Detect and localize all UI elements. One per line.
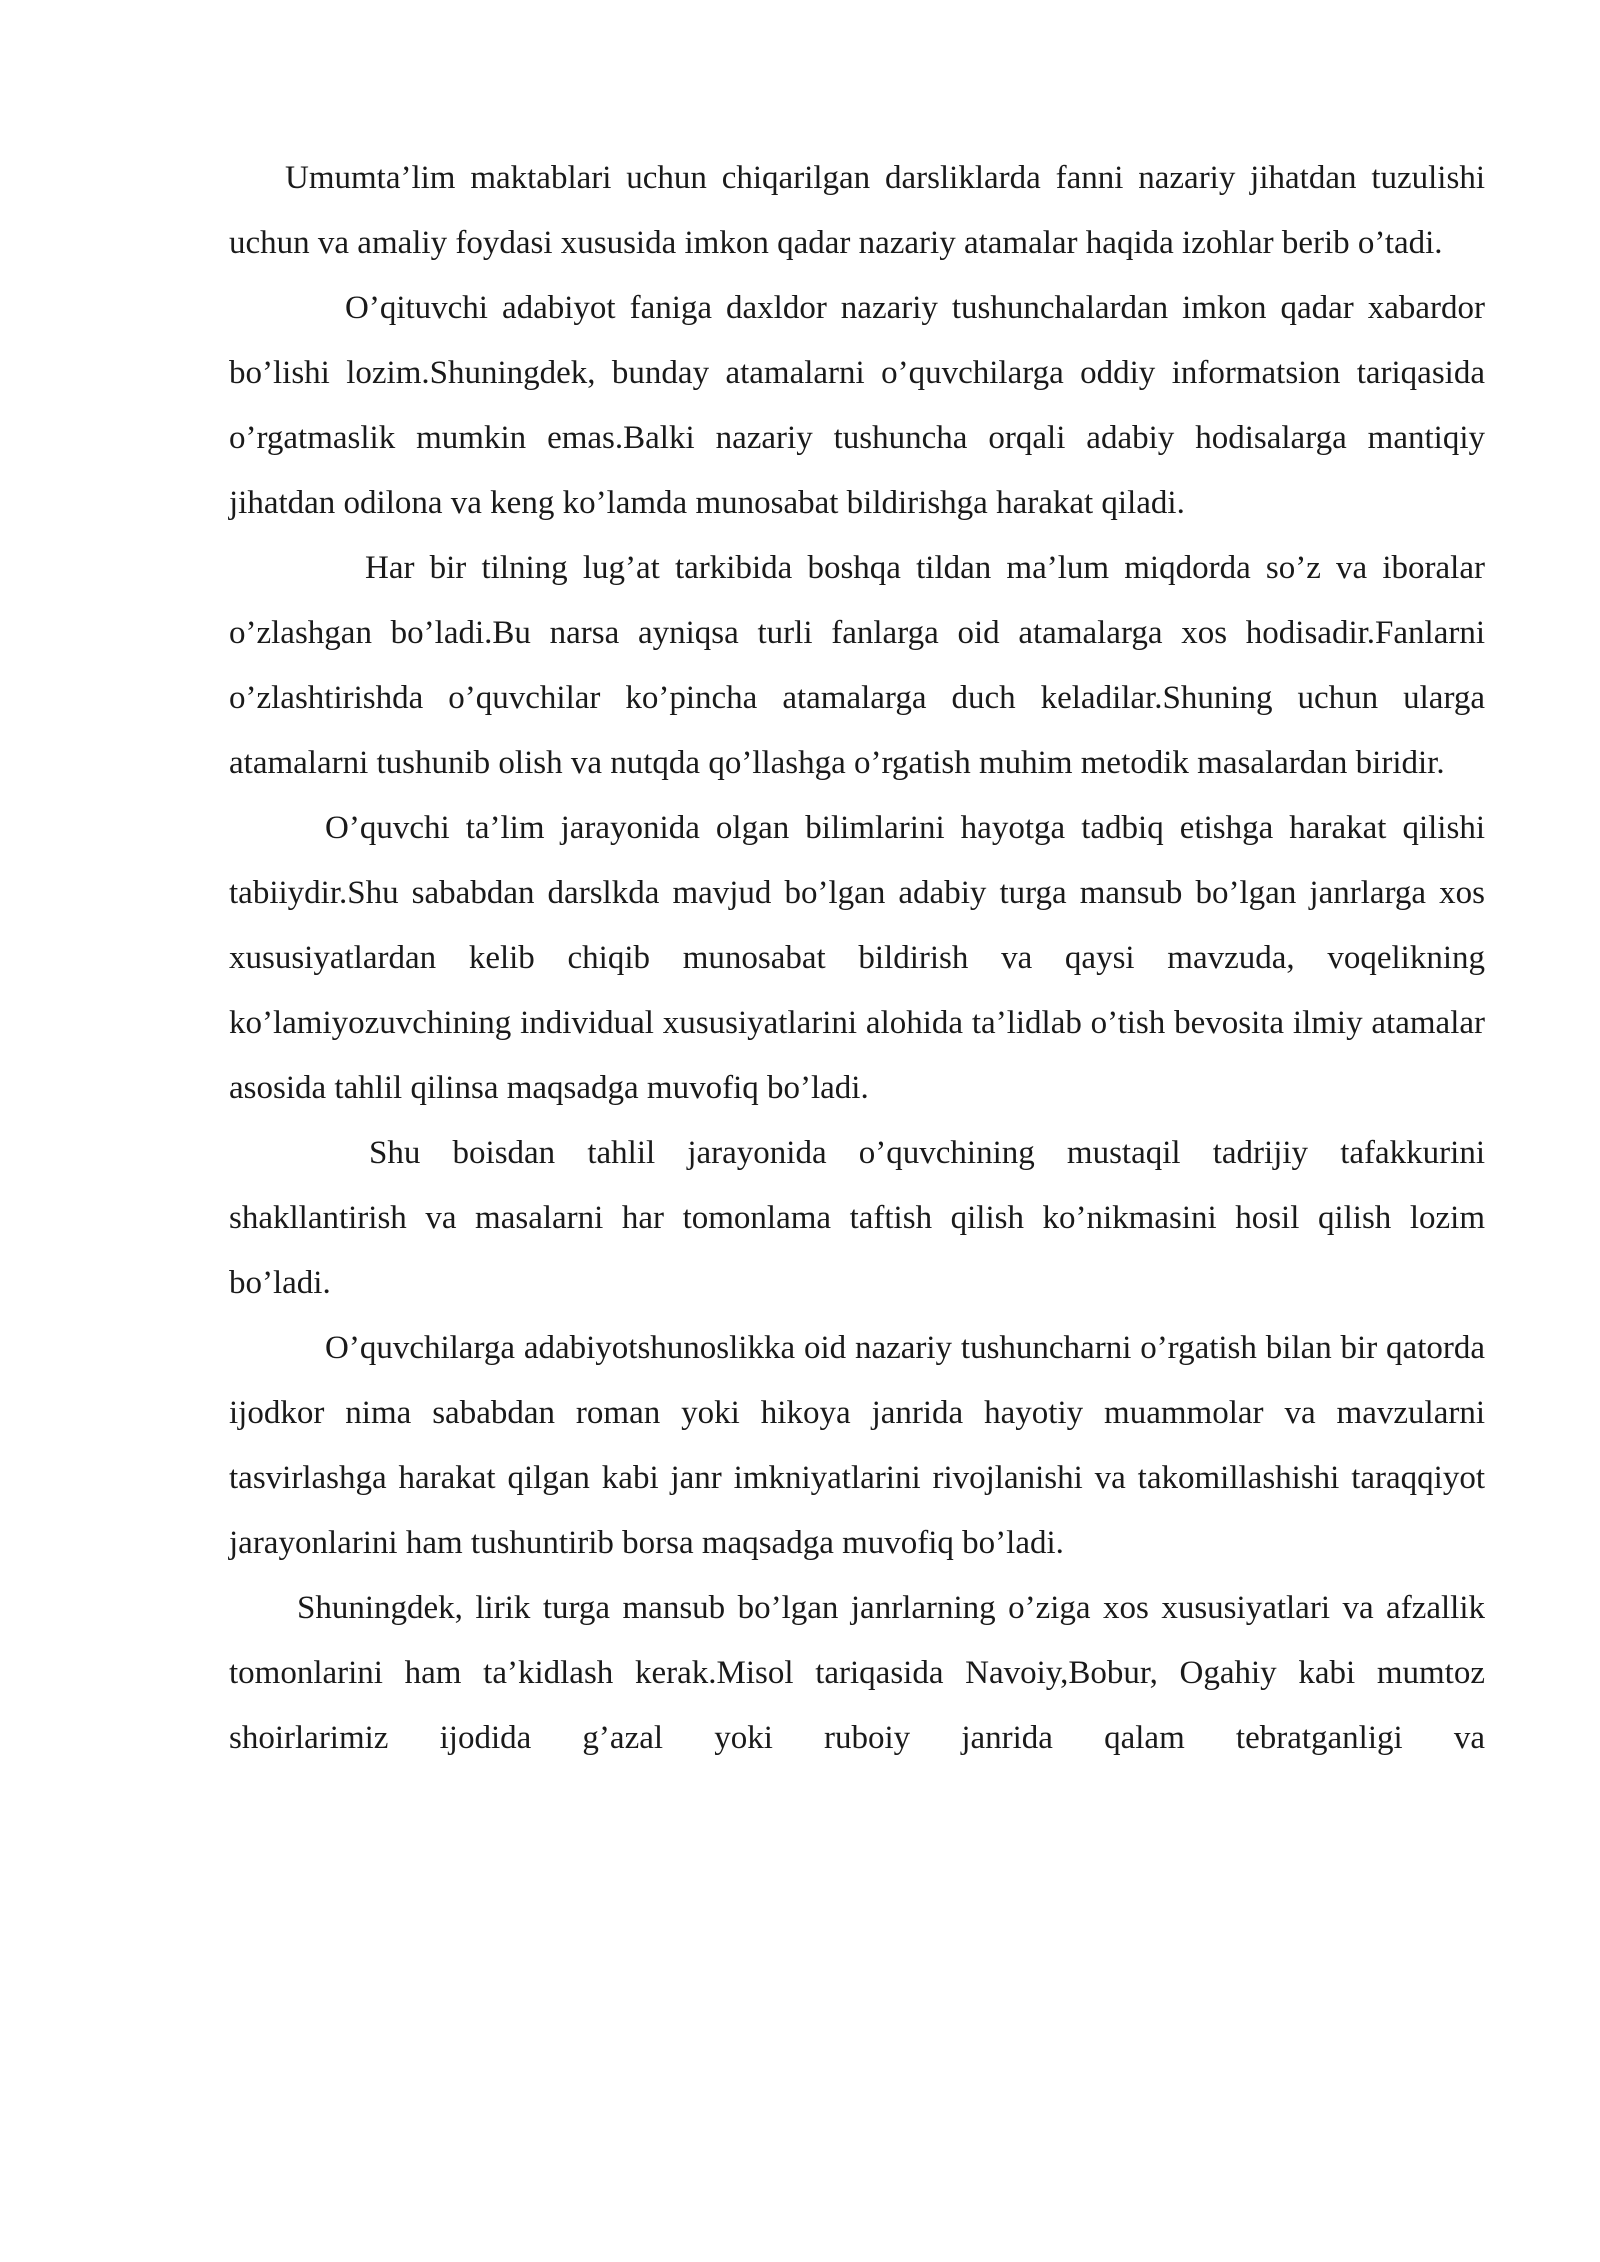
paragraph: Umumta’lim maktablari uchun chiqarilgan darsliklarda fanni nazariy jihatdan tuzulishi uchun va amaliy foydasi xususida imkon qadar nazariy atamalar haqida izohlar berib o’tadi. [229, 160, 1485, 261]
paragraph: O’quvchilarga adabiyotshunoslikka oid nazariy tushuncharni o’rgatish bilan bir qatorda ijodkor nima sababdan roman yoki hikoya janrida hayotiy muammolar va mavzularni tasvirlashga harakat qilgan kabi janr imkniyatlarini rivojlanishi va takomillashishi taraqqiyot jarayonlarini ham tushuntirib borsa maqsadga muvofiq bo’ladi. [229, 1330, 1485, 1561]
paragraph: Har bir tilning lug’at tarkibida boshqa tildan ma’lum miqdorda so’z va iboralar o’zlashgan bo’ladi.Bu narsa ayniqsa turli fanlarga oid atamalarga xos hodisadir.Fanlarni o’zlashtirishda o’quvchilar ko’pincha atamalarga duch keladilar.Shuning uchun ularga atamalarni tushunib olish va nutqda qo’llashga o’rgatish muhim metodik masalardan biridir. [229, 550, 1485, 781]
paragraph: Shu boisdan tahlil jarayonida o’quvchining mustaqil tadrijiy tafakkurini shakllantirish va masalarni har tomonlama taftish qilish ko’nikmasini hosil qilish lozim bo’ladi. [229, 1135, 1485, 1301]
paragraph: Shuningdek, lirik turga mansub bo’lgan janrlarning o’ziga xos xususiyatlari va afzallik tomonlarini ham ta’kidlash kerak.Misol tariqasida Navoiy,Bobur, Ogahiy kabi mumtoz shoirlarimiz ijodida g’azal yoki ruboiy janrida qalam tebratganligi va [229, 1590, 1485, 1756]
paragraph: O’quvchi ta’lim jarayonida olgan bilimlarini hayotga tadbiq etishga harakat qilishi tabiiydir.Shu sababdan darslkda mavjud bo’lgan adabiy turga mansub bo’lgan janrlarga xos xususiyatlardan kelib chiqib munosabat bildirish va qaysi mavzuda, voqelikning ko’lamiyozuvchining individual xususiyatlarini alohida ta’lidlab o’tish bevosita ilmiy atamalar asosida tahlil qilinsa maqsadga muvofiq bo’ladi. [229, 810, 1485, 1106]
paragraph: O’qituvchi adabiyot faniga daxldor nazariy tushunchalardan imkon qadar xabardor bo’lishi lozim.Shuningdek, bunday atamalarni o’quvchilarga oddiy informatsion tariqasida o’rgatmaslik mumkin emas.Balki nazariy tushuncha orqali adabiy hodisalarga mantiqiy jihatdan odilona va keng ko’lamda munosabat bildirishga harakat qiladi. [229, 290, 1485, 521]
document-page [229, 146, 1485, 1771]
